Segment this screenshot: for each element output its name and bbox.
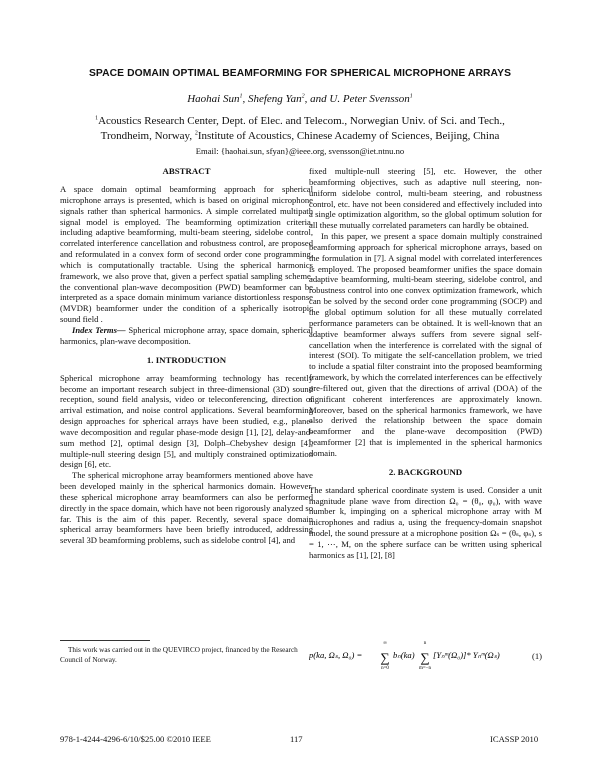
author-email: Email: {haohai.sun, sfyan}@ieee.org, svensson@iet.ntnu.no [195, 146, 405, 156]
paper-title: SPACE DOMAIN OPTIMAL BEAMFORMING FOR SPHERICAL MICROPHONE ARRAYS [88, 68, 512, 79]
abstract-text: A space domain optimal beamforming approach for spherical microphone arrays is presented, which is based on original microphone signals rather than spherical harmonics. A simple correlated multipath signal model is employed. The beamforming optimization criteria, including adaptive beamforming, multi-beam steering, sidelobe control, correlated interference cancellation and robustness control, are proposed and reformulated in a convex form of second order cone programming, which is computationally tractable. Using the spherical harmonics framework, we also prove that, given a perfect spatial sampling scheme, the conventional plan-wave decomposition (PWD) beamformer can be interpreted as a space domain minimum variance distortionless response (MVDR) beamformer under the condition of a spherically isotropic sound field . [60, 184, 313, 325]
affiliation-line-2b: Institute of Acoustics, Chinese Academy of Sciences, Beijing, China [197, 130, 500, 142]
intro-paragraph-4: In this paper, we present a space domain multiply constrained beamforming approach for spherical microphone arrays, based on the formulation in [7]. A signal model with correlated interferences is employed. The proposed beamformer unifies the space domain adaptive beamforming, multi-beam steering, sidelobe control, and robustness control into one convex optimization framework, which can be solved by the second order cone programming (SOCP) and the global optimum solution for all these mutually correlated performance parameters can be obtained. It is well-known that an adaptive beamformer always suffers from severe signal self-cancellation when the interference is correlated with the signal of interest (SOI). To mitigate the self-cancellation problem, we tried to include a spatial filter constraint into the proposed beamforming framework, by which the correlated interferences can be effectively pre-filtered out, given that the directions of arrival (DOA) of the significant coherent interferences are approximately known. Moreover, based on the spherical harmonics framework, we have also derived the relationship between the space domain beamformer and the plane-wave decomposition (PWD) beamformer [2] that is implemented in the spherical harmonics domain. [309, 231, 542, 458]
equation-1 [309, 638, 542, 670]
abstract-heading: ABSTRACT [162, 166, 211, 176]
affiliation-line-1: Acoustics Research Center, Dept. of Elec. and Telecom., Norwegian Univ. of Sci. and Tech., [98, 115, 505, 127]
eq-sum1-bot: n=0 [381, 666, 389, 670]
footer-page-number: 117 [290, 734, 303, 744]
intro-heading: 1. INTRODUCTION [146, 354, 227, 365]
footer-conference: ICASSP 2010 [490, 734, 539, 744]
affil-1-mark: 1 [95, 115, 99, 122]
background-paragraph-1: The standard spherical coordinate system is used. Consider a unit magnitude plane wave from direction Ω₀ = (θ₀, φ₀), with wave number k, impinging on a spherical microphone array with M microphones and radius a, using the frequency-domain snapshot model, the sound pressure at a microphone position Ωₛ = (θₛ, φₛ), s = 1, ⋯, M, on the sphere surface can be written using spherical harmonics as [1], [2], [8] [309, 484, 542, 560]
eq-harmonics: [Yₙᵐ(Ω₀)]* Yₙᵐ(Ωₛ) [433, 650, 500, 660]
eq-sum2-symbol: ∑ [420, 650, 430, 665]
right-column [309, 166, 542, 561]
footnote-text: This work was carried out in the QUEVIRCO project, financed by the Research Council of Norway. [60, 646, 298, 664]
index-terms-text: Spherical microphone array, space domain, spherical harmonics, plan-wave decomposition. [60, 324, 313, 346]
index-terms-label: Index Terms— [72, 324, 126, 335]
footnote [60, 646, 300, 665]
author-3: , and U. Peter Svensson [304, 93, 410, 105]
author-1: Haohai Sun [187, 93, 240, 105]
eq-sum2-bot: m=−n [418, 666, 432, 670]
eq-sum2-top: n [423, 641, 427, 646]
affiliation-line-2a: Trondheim, Norway, [100, 130, 195, 142]
intro-paragraph-3: fixed multiple-null steering [5], etc. However, the other beamforming objectives, such as adaptive null steering, non-uniform sidelobe control, multi-beam steering, and robustness control, etc. have not been considered and effectively included into a single optimization algorithm, so the global optimum solution for all these mutually correlated parameters can hardly be obtained. [309, 166, 542, 231]
author-1-affil: 1 [239, 93, 243, 100]
eq-sum1-symbol: ∑ [380, 650, 390, 665]
equation-1-svg [309, 638, 542, 670]
intro-paragraph-2: The spherical microphone array beamformers mentioned above have been developed mainly in the spherical harmonics domain. However, these spherical microphone array beamformers can also be performed directly in the space domain, which have not been rigorously analyzed so far. This is the aim of this paper. Recently, several space domain spherical array beamformers have been briefly introduced, addressing several 3D beamforming problems, such as sidelobe control [4], and [60, 470, 313, 546]
author-list [40, 93, 560, 105]
footnote-rule [60, 640, 150, 641]
author-2-affil: 2 [301, 93, 305, 100]
author-sep: , [242, 93, 248, 105]
intro-paragraph-1: Spherical microphone array beamforming technology has recently become an important research subject in three-dimensional (3D) sound reception, sound field analysis, video or teleconferencing, direction of arrival estimation, and noise control applications. Several beamforming design approaches for spherical arrays have been studied, e.g., plane-wave decomposition and regular phase-mode design [1], [2], delay-and-sum method [2], optimal design [3], Dolph–Chebyshev design [4], multiple-null steering design [5], and multiply constrained optimization design [6], etc. [60, 372, 313, 470]
author-2: Shefeng Yan [247, 93, 302, 105]
equation-number: (1) [531, 651, 542, 661]
eq-lhs: p(ka, Ωₛ, Ω₀) = [309, 650, 363, 660]
footer-copyright: 978-1-4244-4296-6/10/$25.00 ©2010 IEEE [60, 734, 211, 744]
left-column [60, 166, 313, 546]
index-terms [60, 325, 313, 347]
background-heading: 2. BACKGROUND [388, 466, 463, 477]
affiliations [40, 114, 560, 144]
eq-sum1-top: ∞ [383, 641, 387, 646]
affil-2-mark: 2 [194, 130, 198, 137]
author-3-affil: 1 [409, 93, 413, 100]
eq-bn: bₙ(ka) [393, 650, 415, 660]
